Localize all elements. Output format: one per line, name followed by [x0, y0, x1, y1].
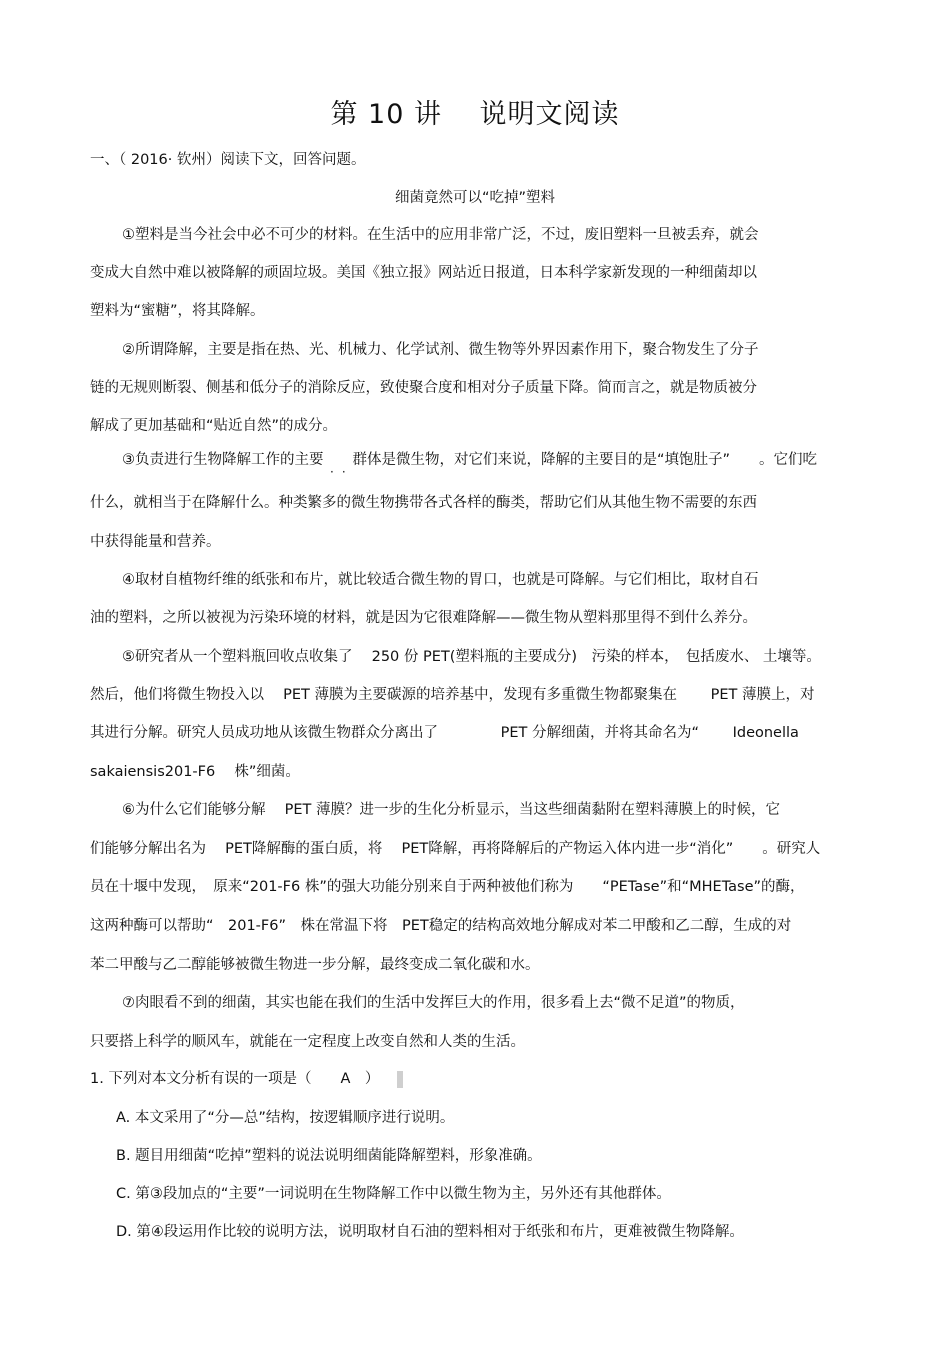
paragraph-line: 解成了更加基础和“贴近自然”的成分。: [90, 418, 338, 434]
paragraph-line: ②所谓降解，主要是指在热、光、机械力、化学试剂、微生物等外界因素作用下，聚合物发生了分子: [122, 342, 759, 358]
paragraph-line: sakaiensis201-F6 株”细菌。: [90, 764, 300, 780]
page-title: 第 10 讲 说明文阅读: [330, 99, 620, 130]
option-a: A. 本文采用了“分—总”结构，按逻辑顺序进行说明。: [116, 1110, 455, 1126]
option-c: C. 第③段加点的“主要”一词说明在生物降解工作中以微生物为主，另外还有其他群体。: [116, 1186, 671, 1202]
paragraph-line: 油的塑料，之所以被视为污染环境的材料，就是因为它很难降解——微生物从塑料那里得不到什么养分。: [90, 610, 757, 626]
paragraph-line: ①塑料是当今社会中必不可少的材料。在生活中的应用非常广泛，不过，废旧塑料一旦被丢弃，就会: [122, 227, 759, 243]
question-stem: [90, 1069, 870, 1089]
paragraph-line: ⑦肉眼看不到的细菌，其实也能在我们的生活中发挥巨大的作用，很多看上去“微不足道”的物质，: [122, 995, 745, 1011]
section-heading: 一、（ 2016· 钦州）阅读下文，回答问题。: [90, 152, 366, 168]
paragraph-line: 其进行分解。研究人员成功地从该微生物群众分离出了 PET 分解细菌，并将其命名为“ Ideonella: [90, 725, 799, 741]
paragraph-line: ④取材自植物纤维的纸张和布片，就比较适合微生物的胃口，也就是可降解。与它们相比，取材自石: [122, 572, 759, 588]
paragraph-line: 什么，就相当于在降解什么。种类繁多的微生物携带各式各样的酶类，帮助它们从其他生物不需要的东西: [90, 495, 757, 511]
paragraph-line: 苯二甲酸与乙二醇能够被微生物进一步分解，最终变成二氧化碳和水。: [90, 957, 540, 973]
emphasis-dots: ··: [330, 465, 354, 479]
paragraph-line: 链的无规则断裂、侧基和低分子的消除反应，致使聚合度和相对分子质量下降。简而言之，就是物质被分: [90, 380, 757, 396]
text-cursor: [397, 1071, 403, 1088]
paragraph-line: ③负责进行生物降解工作的主要 群体是微生物，对它们来说，降解的主要目的是“填饱肚子” 。它们吃: [122, 452, 818, 468]
paragraph-line: 只要搭上科学的顺风车，就能在一定程度上改变自然和人类的生活。: [90, 1034, 525, 1050]
paragraph-line: 们能够分解出名为 PET降解酶的蛋白质，将 PET降解，再将降解后的产物运入体内进一步“消化” 。研究人: [90, 841, 821, 857]
paragraph-line: 变成大自然中难以被降解的顽固垃圾。美国《独立报》网站近日报道，日本科学家新发现的一种细菌却以: [90, 265, 757, 281]
question-stem-text: 1. 下列对本文分析有误的一项是（ A ）: [90, 1071, 380, 1087]
paragraph-line: ⑥为什么它们能够分解 PET 薄膜？进一步的生化分析显示，当这些细菌黏附在塑料薄膜上的时候，它: [122, 802, 780, 818]
paragraph-line: 中获得能量和营养。: [90, 534, 221, 550]
paragraph-line: 然后，他们将微生物投入以 PET 薄膜为主要碳源的培养基中，发现有多重微生物都聚集在 PET 薄膜上，对: [90, 687, 815, 703]
option-d: D. 第④段运用作比较的说明方法，说明取材自石油的塑料相对于纸张和布片，更难被微生物降解。: [116, 1224, 744, 1240]
paragraph-line: 这两种酶可以帮助“ 201-F6” 株在常温下将 PET稳定的结构高效地分解成对苯二甲酸和乙二醇，生成的对: [90, 918, 792, 934]
paragraph-line: ⑤研究者从一个塑料瓶回收点收集了 250 份 PET(塑料瓶的主要成分) 污染的样本， 包括废水、 土壤等。: [122, 649, 821, 665]
paragraph-line: 塑料为“蜜糖”，将其降解。: [90, 303, 265, 319]
paragraph-line: 员在十堰中发现， 原来“201-F6 株”的强大功能分别来自于两种被他们称为 “PETase”和“MHETase”的酶，: [90, 879, 805, 895]
option-b: B. 题目用细菌“吃掉”塑料的说法说明细菌能降解塑料，形象准确。: [116, 1148, 542, 1164]
article-title: 细菌竟然可以“吃掉”塑料: [394, 190, 556, 206]
